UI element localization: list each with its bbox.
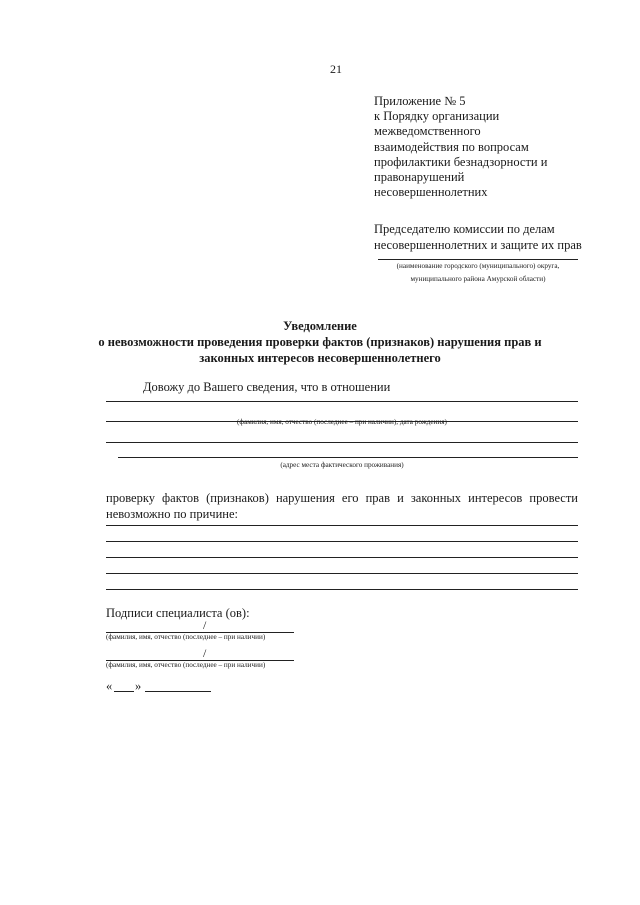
signature-caption-2: (фамилия, имя, отчество (последнее – при наличии) xyxy=(106,661,266,669)
reason-line-2: невозможно по причине: xyxy=(106,507,238,521)
appendix-line: несовершеннолетних xyxy=(374,185,488,200)
reason-field-line-5[interactable] xyxy=(106,589,578,590)
signatures-heading: Подписи специалиста (ов): xyxy=(106,606,250,620)
address-caption: (адрес места фактического проживания) xyxy=(280,461,404,469)
reason-line-1: проверку фактов (признаков) нарушения его прав и законных интересов провести xyxy=(106,491,578,505)
document-title: Уведомление xyxy=(283,319,357,333)
appendix-line: к Порядку организации xyxy=(374,109,500,124)
date-day-field[interactable] xyxy=(114,691,134,692)
appendix-line: межведомственного xyxy=(374,124,481,139)
addressee-line: несовершеннолетних и защите их прав xyxy=(374,237,582,252)
page-number: 21 xyxy=(330,62,342,76)
addressee-caption-1: (наименование городского (муниципального) округа, xyxy=(396,262,560,270)
date-close-quote: » xyxy=(135,679,142,693)
reason-field-line-4[interactable] xyxy=(106,573,578,574)
reason-field-line-3[interactable] xyxy=(106,557,578,558)
document-subtitle-line2: законных интересов несовершеннолетнего xyxy=(199,351,441,365)
fio-birth-caption: (фамилия, имя, отчество (последнее – при наличии), дата рождения) xyxy=(237,418,447,426)
addressee-caption-2: муниципального района Амурской области) xyxy=(410,275,546,283)
reason-paragraph xyxy=(106,490,578,522)
appendix-line: Приложение № 5 xyxy=(374,94,466,108)
date-month-field[interactable] xyxy=(145,691,211,692)
reason-field-line-2[interactable] xyxy=(106,541,578,542)
addressee-block xyxy=(374,222,582,253)
appendix-line: профилактики безнадзорности и xyxy=(374,154,548,169)
addressee-name-field[interactable] xyxy=(378,259,578,260)
addressee-line: Председателю комиссии по делам xyxy=(374,222,555,236)
address-field-line-1[interactable] xyxy=(106,442,578,443)
date-open-quote: « xyxy=(106,679,113,693)
appendix-line: правонарушений xyxy=(374,170,465,185)
signature-caption-1: (фамилия, имя, отчество (последнее – при наличии) xyxy=(106,633,266,641)
fio-field-line-1[interactable] xyxy=(106,401,578,402)
signature-slash-2: / xyxy=(203,646,207,660)
intro-text: Довожу до Вашего сведения, что в отношении xyxy=(143,380,391,394)
reason-field-line-1[interactable] xyxy=(106,525,578,526)
appendix-line: взаимодействия по вопросам xyxy=(374,139,529,154)
address-field-line-2[interactable] xyxy=(118,457,578,458)
document-subtitle-line1: о невозможности проведения проверки фактов (признаков) нарушения прав и xyxy=(98,335,542,349)
signature-slash-1: / xyxy=(203,618,207,632)
appendix-block xyxy=(374,94,547,200)
